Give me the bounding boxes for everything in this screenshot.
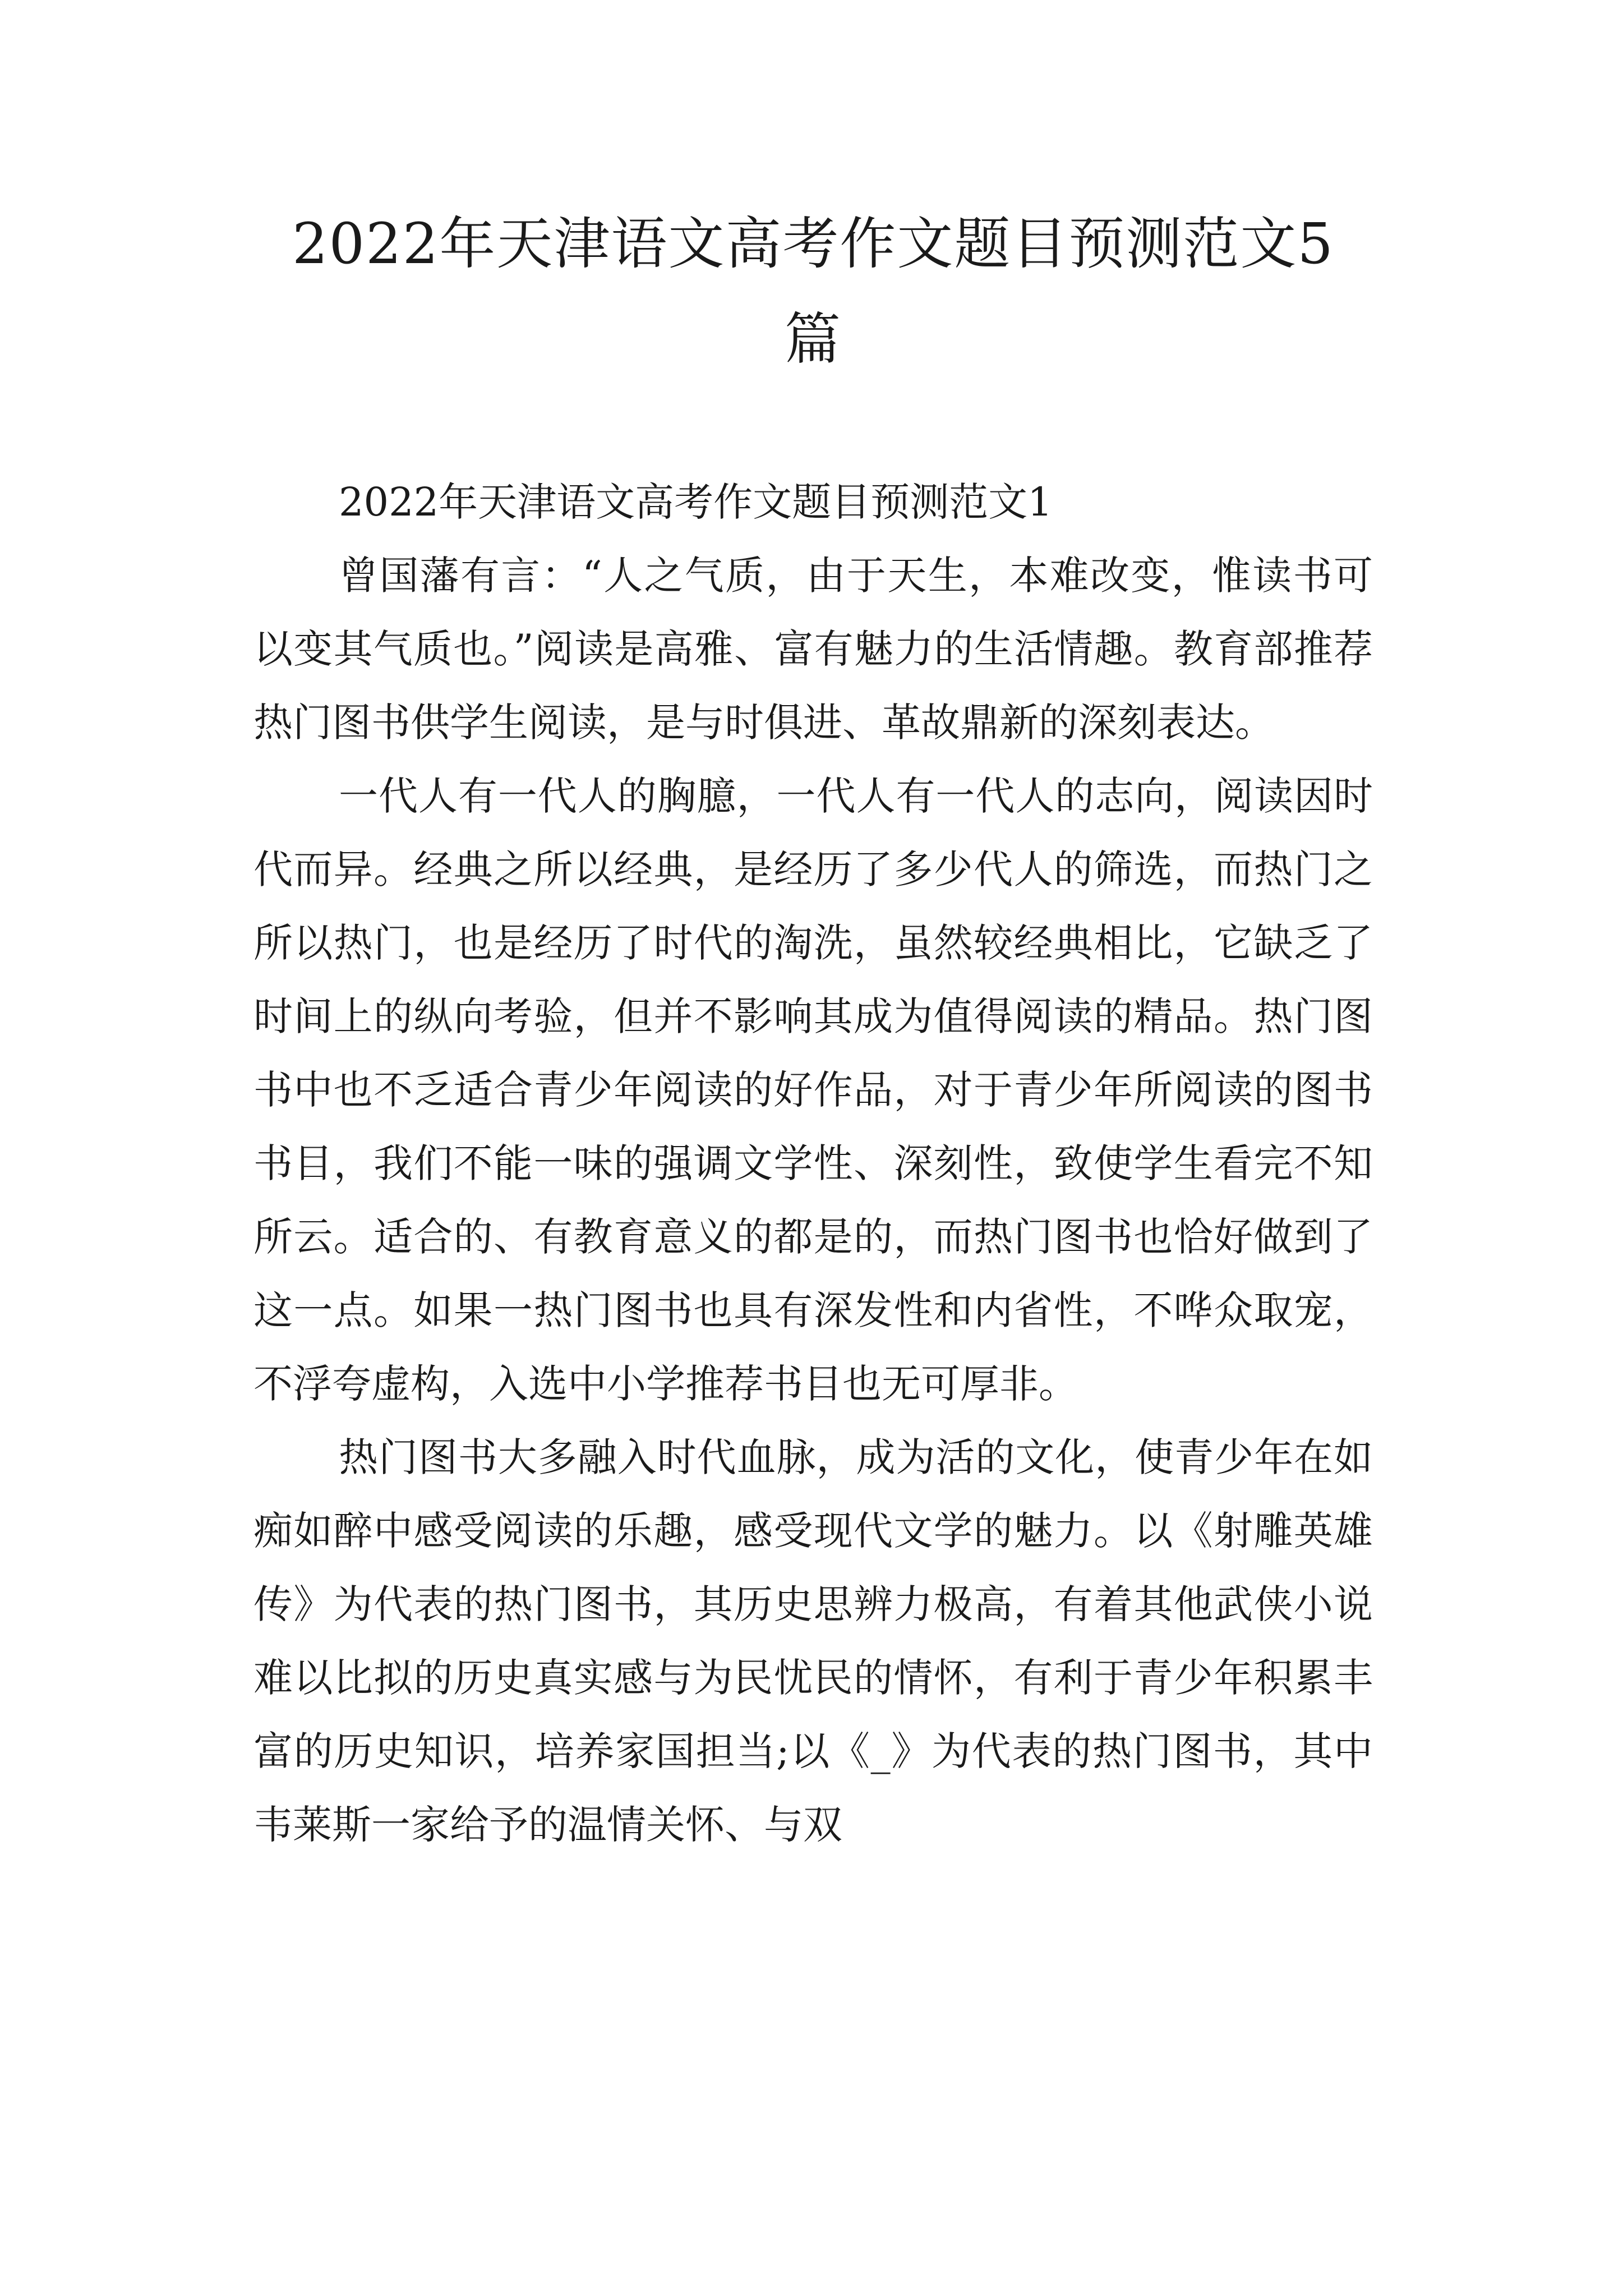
paragraph-1: 曾国藩有言：“人之气质，由于天生，本难改变，惟读书可以变其气质也。”阅读是高雅、富有魅力的生活情趣。教育部推荐热门图书供学生阅读，是与时俱进、革故鼎新的深刻表达。	[253, 553, 1373, 746]
document-body	[253, 466, 1373, 1862]
paragraph-2: 一代人有一代人的胸臆，一代人有一代人的志向，阅读因时代而异。经典之所以经典，是经历了多少代人的筛选，而热门之所以热门，也是经历了时代的淘洗，虽然较经典相比，它缺乏了时间上的纵向考验，但并不影响其成为值得阅读的精品。热门图书中也不乏适合青少年阅读的好作品，对于青少年所阅读的图书书目，我们不能一味的强调文学性、深刻性，致使学生看完不知所云。适合的、有教育意义的都是的，而热门图书也恰好做到了这一点。如果一热门图书也具有深发性和内省性，不哗众取宠，不浮夸虚构，入选中小学推荐书目也无可厚非。	[253, 773, 1373, 1407]
document-title	[247, 196, 1380, 387]
title-line-2: 篇	[785, 306, 842, 372]
section-heading: 2022年天津语文高考作文题目预测范文1	[339, 479, 1053, 525]
title-line-1: 2022年天津语文高考作文题目预测范文5	[292, 211, 1335, 277]
paragraph-3: 热门图书大多融入时代血脉，成为活的文化，使青少年在如痴如醉中感受阅读的乐趣，感受现代文学的魅力。以《射雕英雄传》为代表的热门图书，其历史思辨力极高，有着其他武侠小说难以比拟的历史真实感与为民忧民的情怀，有利于青少年积累丰富的历史知识，培养家国担当;以《_》为代表的热门图书，其中韦莱斯一家给予的温情关怀、与双	[253, 1434, 1373, 1848]
